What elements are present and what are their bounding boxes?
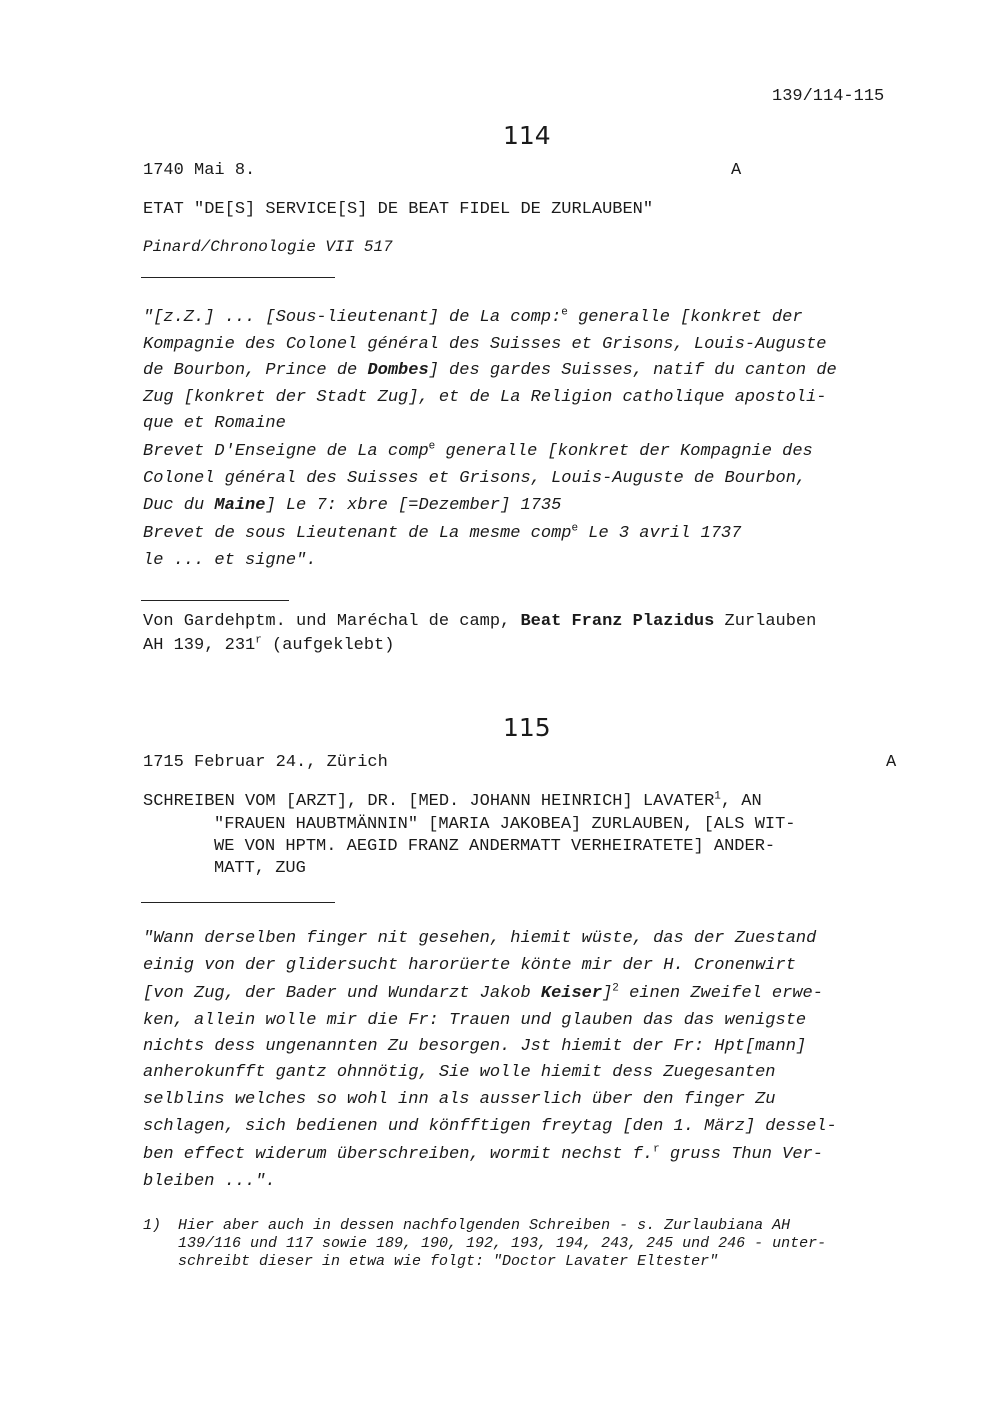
document-number-114: 114 (503, 121, 551, 150)
document-type: A (886, 753, 897, 772)
letter-line: einig von der glidersucht harorüerte könte mir der H. Cronenwirt (143, 956, 796, 975)
footnote-line: Hier aber auch in dessen nachfolgenden Schreiben - s. Zurlaubiana AH (178, 1217, 791, 1234)
document-date: 1740 Mai 8. (143, 161, 256, 180)
quote-line: Kompagnie des Colonel général des Suisses et Grisons, Louis-Auguste (143, 335, 827, 354)
document-title: ETAT "DE[S] SERVICE[S] DE BEAT FIDEL DE ZURLAUBEN" (143, 200, 654, 219)
highlighted-name: Maine (214, 496, 266, 515)
letter-line: "Wann derselben finger nit gesehen, hiemit wüste, das der Zuestand (143, 929, 817, 948)
letter-line: bleiben ...". (143, 1172, 276, 1191)
archive-reference: AH 139, 231$^r$ (aufgeklebt) (143, 634, 395, 655)
title-line: SCHREIBEN VOM [ARZT], DR. [MED. JOHANN HEINRICH] LAVATER$^1$, AN (143, 790, 762, 811)
document-type: A (731, 161, 742, 180)
document-source: Pinard/Chronologie VII 517 (143, 238, 393, 256)
quote-line: "[z.Z.] ... [Sous-lieutenant] de La comp:$^e$ generalle [konkret der (143, 306, 803, 327)
divider-rule (141, 600, 289, 601)
letter-line: selblins welches so wohl inn als ausserlich über den finger Zu (143, 1090, 776, 1109)
quote-line: Colonel général des Suisses et Grisons, Louis-Auguste de Bourbon, (143, 469, 807, 488)
highlighted-name: Keiser (540, 984, 603, 1003)
letter-line: nichts dess ungenannten Zu besorgen. Jst hiemit der Fr: Hpt[mann] (143, 1037, 807, 1056)
quote-line: que et Romaine (143, 414, 286, 433)
letter-line: [von Zug, der Bader und Wundarzt Jakob Keiser]$^2$ einen Zweifel erwe- (143, 982, 823, 1003)
letter-line: ken, allein wolle mir die Fr: Trauen und glauben das das wenigste (143, 1011, 807, 1030)
letter-line: ben effect widerum überschreiben, wormit nechst f.$^r$ gruss Thun Ver- (143, 1143, 823, 1164)
footnote-line: 139/116 und 117 sowie 189, 190, 192, 193, 194, 243, 245 und 246 - unter- (178, 1235, 827, 1252)
origin-line: Von Gardehptm. und Maréchal de camp, Beat Franz Plazidus Zurlauben (143, 612, 817, 631)
quote-line: le ... et signe". (143, 551, 317, 570)
document-number-115: 115 (503, 713, 551, 742)
quote-line: Duc du Maine] Le 7: xbre [=Dezember] 1735 (143, 496, 562, 515)
highlighted-name: Dombes (367, 361, 429, 380)
quote-line: Zug [konkret der Stadt Zug], et de La Religion catholique apostoli- (143, 388, 827, 407)
quote-line: Brevet de sous Lieutenant de La mesme comp$^e$ Le 3 avril 1737 (143, 522, 742, 543)
footnote-marker: 1) (143, 1217, 162, 1234)
document-date: 1715 Februar 24., Zürich (143, 753, 388, 772)
title-line: MATT, ZUG (214, 859, 306, 878)
page-reference: 139/114-115 (772, 87, 885, 106)
quote-line: de Bourbon, Prince de Dombes] des gardes Suisses, natif du canton de (143, 361, 837, 380)
title-line: "FRAUEN HAUBTMÄNNIN" [MARIA JAKOBEA] ZURLAUBEN, [ALS WIT- (214, 815, 796, 834)
divider-rule (141, 902, 335, 903)
title-line: WE VON HPTM. AEGID FRANZ ANDERMATT VERHEIRATETE] ANDER- (214, 837, 776, 856)
letter-line: schlagen, sich bedienen und könfftigen freytag [den 1. März] dessel- (143, 1117, 837, 1136)
letter-line: anherokunfft gantz ohnnötig, Sie wolle hiemit dess Zuegesanten (143, 1063, 776, 1082)
divider-rule (141, 277, 335, 278)
footnote-line: schreibt dieser in etwa wie folgt: "Doctor Lavater Eltester" (178, 1253, 719, 1270)
quote-line: Brevet D'Enseigne de La comp$^e$ generalle [konkret der Kompagnie des (143, 440, 813, 461)
